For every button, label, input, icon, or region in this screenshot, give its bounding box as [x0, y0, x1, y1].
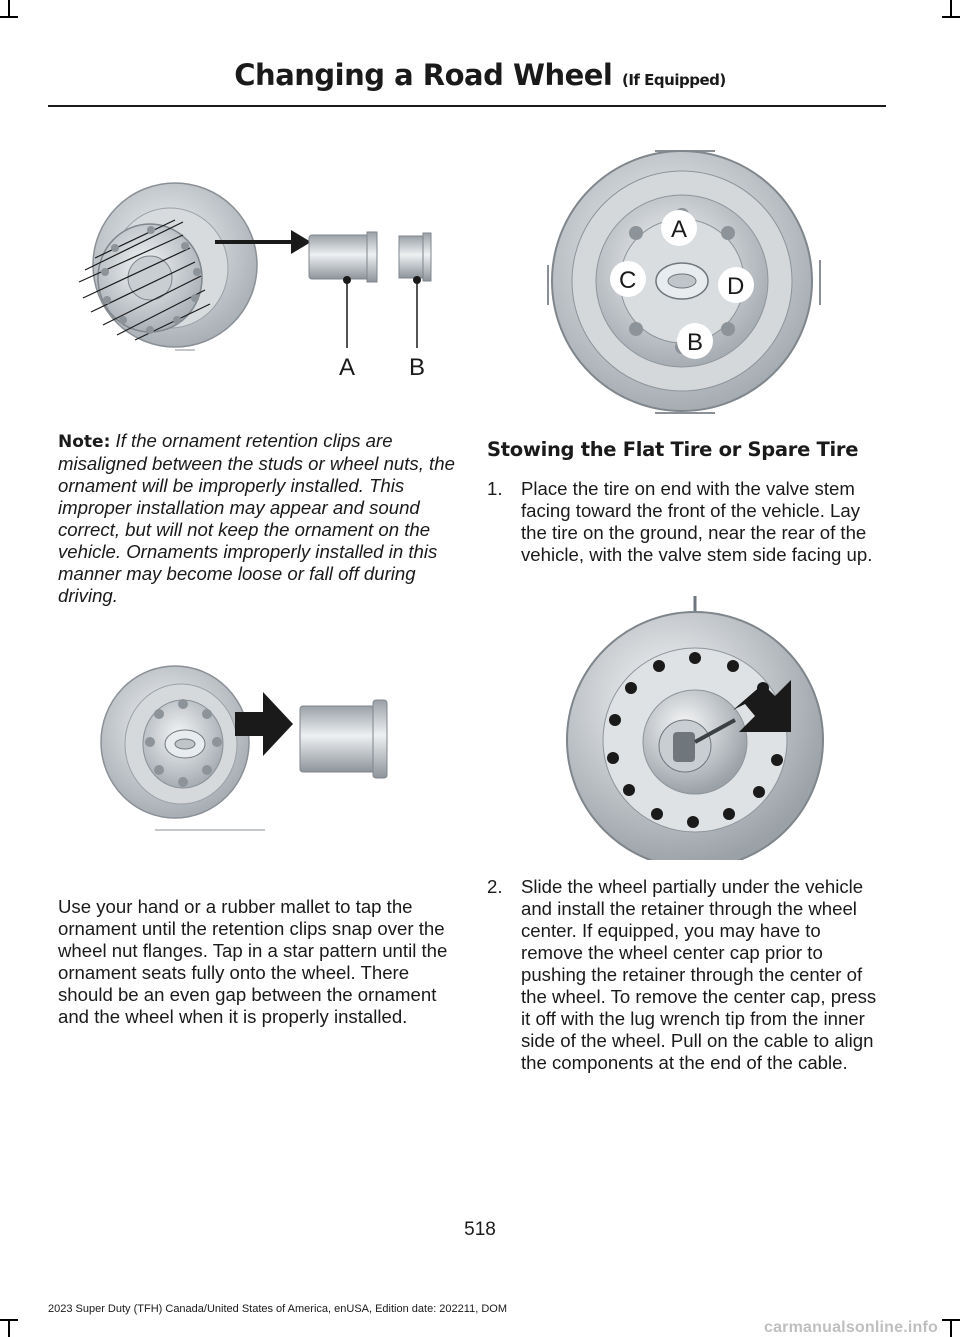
page-number: 518 — [464, 1219, 496, 1240]
label-a: A — [339, 354, 356, 380]
step-item — [487, 876, 897, 1096]
ornament-shape — [300, 706, 376, 772]
figure-clip-positions — [540, 145, 830, 420]
label-d: D — [727, 273, 745, 300]
label-a: A — [671, 216, 688, 243]
figure-ornament-install — [95, 662, 405, 832]
step-item — [487, 478, 897, 588]
step-text: Slide the wheel partially under the vehicle and install the retainer through the wheel center. If equipped, you may have to remove the wheel center cap prior to pushing the retainer through the center of the wheel. To remove the center cap, press it off with the lug wrench tip from the inner side of the wheel. Pull on the cable to align the components at the end of the cable. — [521, 876, 877, 1073]
note-label: Note: — [58, 432, 111, 452]
figure-ornament-components — [55, 180, 455, 380]
body-paragraph: Use your hand or a rubber mallet to tap the ornament until the retention clips snap over the wheel nut flanges. Tap in a star pattern until the ornament seats fully onto the wheel. There should be an even gap between the ornament and the wheel when it is properly installed. — [58, 896, 448, 1027]
note-text: If the ornament retention clips are misaligned between the studs or wheel nuts, the ornament will be improperly installed. This improper installation may appear and sound correct, but will not keep the ornament on the vehicle. Ornaments improperly installed in this manner may become loose or fall off during driving. — [58, 430, 455, 606]
note-paragraph — [58, 430, 458, 607]
label-b: B — [687, 329, 704, 356]
crop-mark — [0, 16, 18, 18]
watermark: carmanualsonline.info — [763, 1319, 938, 1336]
page-title-main: Changing a Road Wheel — [234, 58, 613, 92]
crop-mark — [8, 1319, 10, 1337]
section-heading: Stowing the Flat Tire or Spare Tire — [487, 438, 859, 461]
pointer-arrow-head — [291, 230, 311, 254]
retainer — [673, 732, 695, 762]
step-number: 2. — [487, 876, 503, 897]
label-b: B — [409, 354, 426, 380]
crop-mark — [942, 16, 960, 18]
footer-text: 2023 Super Duty (TFH) Canada/United States of America, enUSA, Edition date: 202211, DOM — [48, 1303, 507, 1315]
crop-mark — [942, 1319, 960, 1321]
step-number: 1. — [487, 478, 503, 499]
crop-mark — [950, 1319, 952, 1337]
crop-mark — [0, 1319, 18, 1321]
page-title — [0, 58, 960, 92]
component-a-shape — [309, 235, 371, 279]
step-text: Place the tire on end with the valve stem facing toward the front of the vehicle. Lay the tire on the ground, near the rear of the vehicle, with the valve stem side facing up. — [521, 478, 873, 565]
label-c: C — [619, 267, 637, 294]
page-title-subtitle: (If Equipped) — [621, 71, 726, 89]
header-divider — [48, 105, 886, 107]
figure-spare-tire — [555, 592, 835, 860]
